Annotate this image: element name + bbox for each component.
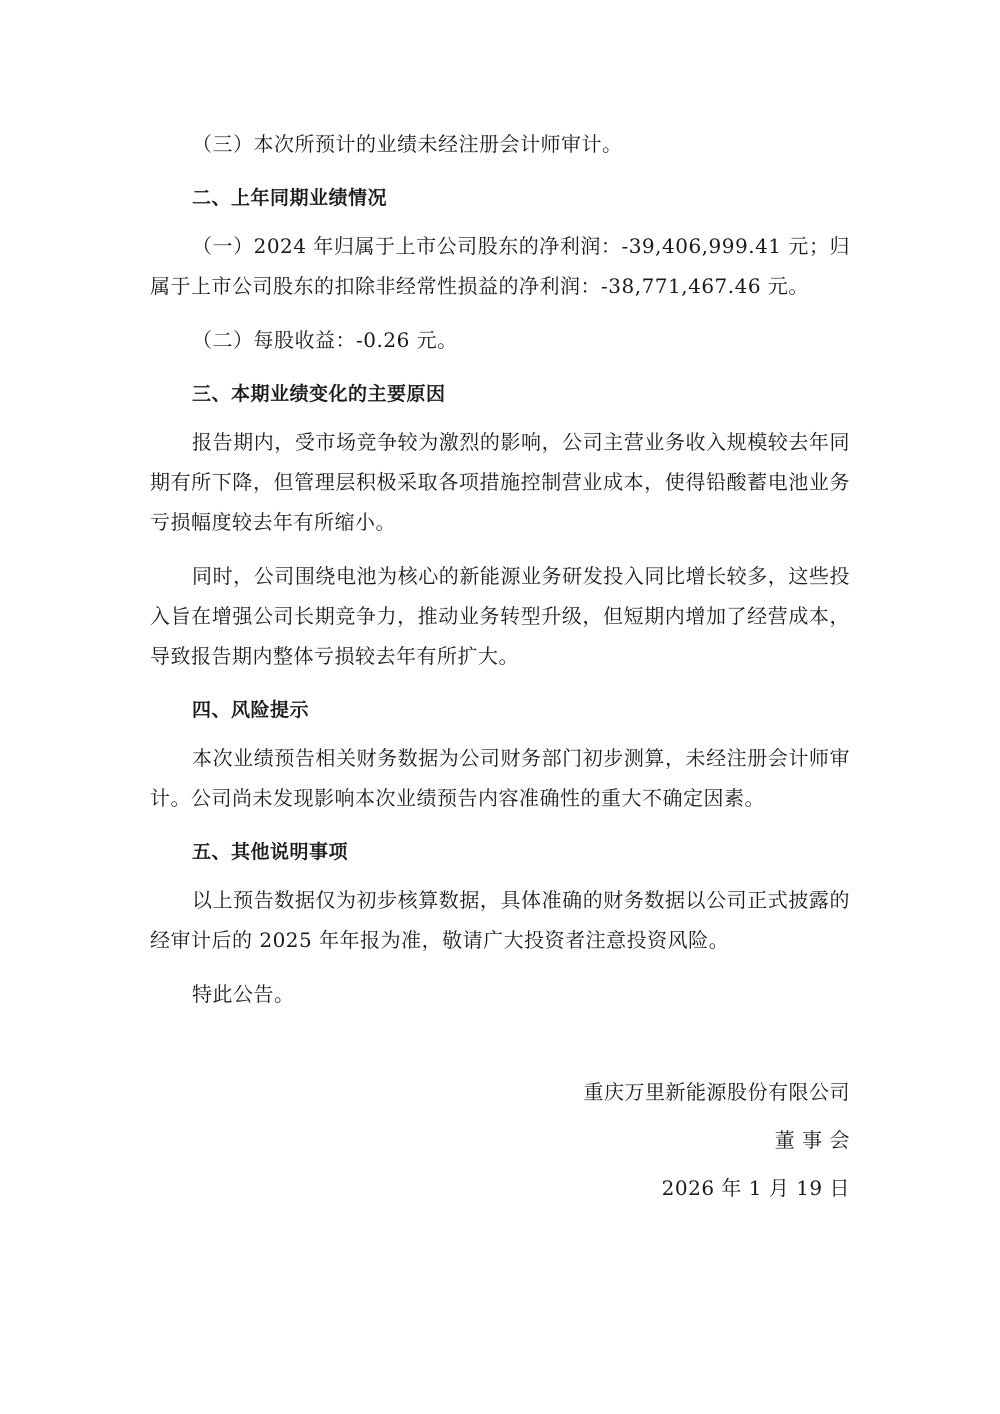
section-2-heading: 二、上年同期业绩情况 (192, 187, 388, 209)
board-of-directors: 董 事 会 (774, 1128, 850, 1152)
section-3-paragraph-2: 同时，公司围绕电池为核心的新能源业务研发投入同比增长较多，这些投入旨在增强公司长期竞争力，推动业务转型升级，但短期内增加了经营成本，导致报告期内整体亏损较去年有所扩大。 (150, 564, 850, 668)
section-3-paragraph-1: 报告期内，受市场竞争较为激烈的影响，公司主营业务收入规模较去年同期有所下降，但管理层积极采取各项措施控制营业成本，使得铅酸蓄电池业务亏损幅度较去年有所缩小。 (150, 430, 850, 534)
closing-statement: 特此公告。 (192, 982, 295, 1006)
section-2-item-1: （一）2024 年归属于上市公司股东的净利润：-39,406,999.41 元；归属于上市公司股东的扣除非经常性损益的净利润：-38,771,467.46 元。 (150, 234, 850, 298)
section-2-item-2: （二）每股收益：-0.26 元。 (192, 328, 458, 352)
company-name: 重庆万里新能源股份有限公司 (583, 1080, 850, 1104)
section-4-heading: 四、风险提示 (192, 699, 310, 721)
announcement-date: 2026 年 1 月 19 日 (661, 1176, 850, 1200)
section-5-paragraph-1: 以上预告数据仅为初步核算数据，具体准确的财务数据以公司正式披露的经审计后的 2025 年年报为准，敬请广大投资者注意投资风险。 (150, 888, 850, 952)
signature-block (584, 1068, 851, 1212)
document-body (150, 124, 850, 1014)
section-3-heading: 三、本期业绩变化的主要原因 (192, 383, 446, 405)
item-3-note: （三）本次所预计的业绩未经注册会计师审计。 (192, 132, 623, 156)
section-5-heading: 五、其他说明事项 (192, 841, 349, 863)
section-4-paragraph-1: 本次业绩预告相关财务数据为公司财务部门初步测算，未经注册会计师审计。公司尚未发现影响本次业绩预告内容准确性的重大不确定因素。 (150, 746, 850, 810)
